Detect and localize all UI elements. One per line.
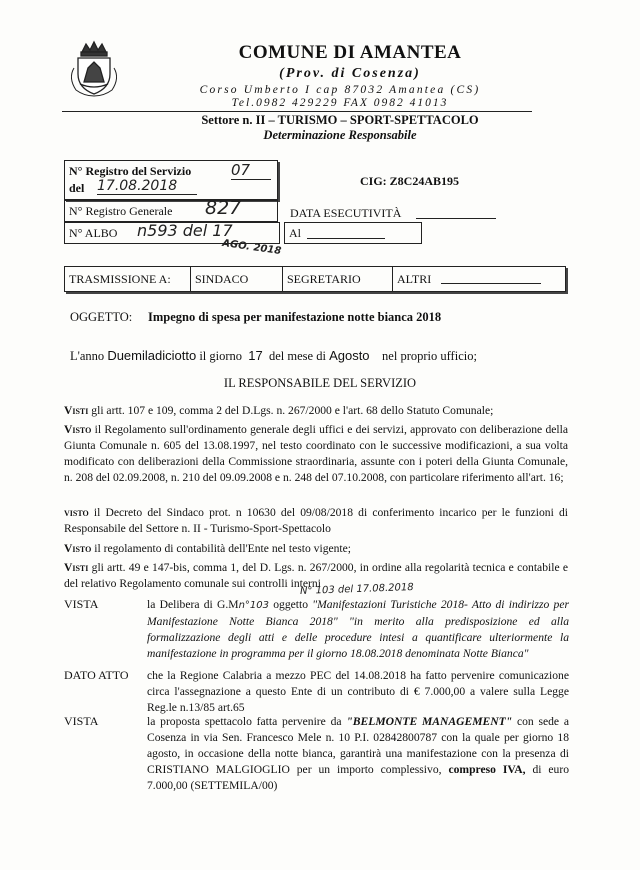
service-registry-label: N° Registro del Servizio	[69, 164, 192, 178]
vista-label: VISTA	[64, 714, 99, 728]
cig-code: CIG: Z8C24AB195	[360, 174, 460, 188]
intro-month: Agosto	[329, 348, 370, 363]
keyword-visto: Visto	[64, 542, 92, 555]
keyword-visti: Visti	[64, 404, 89, 417]
general-registry-label: N° Registro Generale	[69, 204, 173, 218]
intro-part2: il giorno	[199, 349, 243, 363]
albo-label: N° ALBO	[69, 226, 118, 240]
province-line: (Prov. di Cosenza)	[279, 66, 421, 81]
subject-label: OGGETTO:	[70, 310, 133, 324]
paragraph-visto-contabilita	[64, 541, 568, 557]
company-name: "BELMONTE MANAGEMENT"	[346, 715, 513, 728]
transmission-altri-label: ALTRI	[397, 272, 432, 286]
transmission-label: TRASMISSIONE A:	[65, 267, 191, 291]
paragraph-text: la proposta spettacolo fatta pervenire da	[147, 715, 342, 728]
altri-line	[441, 283, 541, 284]
al-label: Al	[289, 226, 301, 240]
paragraph-visti-1	[64, 403, 568, 419]
municipality-title: COMUNE DI AMANTEA	[238, 42, 462, 63]
keyword-visti: Visti	[64, 561, 89, 574]
service-registry-box	[64, 160, 278, 200]
transmission-segretario: SEGRETARIO	[283, 267, 393, 291]
paragraph-text: gli artt. 49 e 147-bis, comma 1, del D. Lgs. n. 267/2000, in ordine alla regolarità tecnica e contabile e del relativo Regolamento comunale sui controlli interni	[64, 561, 568, 590]
dato-atto-label: DATO ATTO	[64, 668, 129, 682]
al-box	[284, 222, 422, 244]
handwritten-note: N° 103 del 17.08.2018	[299, 582, 414, 597]
municipal-crest-icon	[64, 38, 124, 98]
general-registry-value: 827	[205, 197, 242, 219]
paragraph-dato-atto: che la Regione Calabria a mezzo PEC del 14.08.2018 ha fatto pervenire comunicazione circa l'assegnazione a questo Ente di un contributo di € 7.000,00 a valere sulla Legge Reg.le n.13/85 art.65	[147, 669, 569, 714]
phone-line: Tel.0982 429229 FAX 0982 41013	[231, 97, 449, 109]
date-label: del	[69, 181, 85, 195]
date-value: 17.08.2018	[97, 178, 197, 195]
keyword-visto: visto	[64, 506, 89, 519]
subject-text: Impegno di spesa per manifestazione notte bianca 2018	[148, 310, 442, 324]
transmission-sindaco: SINDACO	[191, 267, 283, 291]
albo-extra: AGO. 2018	[221, 237, 282, 258]
transmission-altri	[393, 267, 565, 291]
intro-part4: nel proprio ufficio;	[382, 349, 477, 363]
executivity-line	[416, 218, 496, 219]
intro-year: Duemiladiciotto	[107, 348, 197, 363]
document-type: Determinazione Responsabile	[263, 128, 417, 142]
paragraph-text: la Delibera di G.M	[147, 598, 239, 611]
paragraph-vista-delibera	[147, 597, 569, 662]
service-registry-value: 07	[231, 161, 271, 180]
intro-part3: del mese di	[269, 349, 326, 363]
paragraph-visto-regolamento	[64, 422, 568, 486]
paragraph-bold-text: compreso IVA,	[448, 763, 526, 776]
paragraph-vista-proposta	[147, 714, 569, 794]
responsible-heading: IL RESPONSABILE DEL SERVIZIO	[223, 376, 417, 390]
paragraph-text: il regolamento di contabilità dell'Ente nel testo vigente;	[94, 542, 352, 555]
paragraph-text: di euro 7.000,00 (SETTEMILA/00)	[147, 763, 569, 792]
general-registry-box	[64, 197, 278, 222]
intro-line	[70, 348, 477, 364]
intro-part1: L'anno	[70, 349, 105, 363]
keyword-visto: Visto	[64, 423, 92, 436]
header-divider	[62, 111, 532, 112]
paragraph-text: oggetto	[273, 598, 309, 611]
intro-day: 17	[248, 348, 263, 363]
sector-line: Settore n. II – TURISMO – SPORT-SPETTACOLO	[201, 113, 479, 127]
paragraph-visto-decreto	[64, 505, 568, 537]
vista-label: VISTA	[64, 597, 99, 611]
albo-value: n593 del 17	[137, 221, 233, 240]
paragraph-text: il Decreto del Sindaco prot. n 10630 del 09/08/2018 di conferimento incarico per le funzioni di Responsabile del Settore n. II - Turismo-Sport-Spettacolo	[64, 506, 568, 535]
paragraph-text: con sede a Cosenza in via Sen. Francesco Mele n. 10 P.I. 02842800787 con la quale per giorno 18 agosto, in occasione della notte bianca, garantirà una manifestazione con la presenza di CRISTIANO MALGIOGLIO per un importo complessivo,	[147, 715, 570, 776]
transmission-row	[64, 266, 566, 292]
al-line	[307, 238, 385, 239]
handwritten-number: n°103	[238, 600, 269, 611]
paragraph-text: gli artt. 107 e 109, comma 2 del D.Lgs. n. 267/2000 e l'art. 68 dello Statuto Comunale;	[91, 404, 494, 417]
paragraph-text: il Regolamento sull'ordinamento generale degli uffici e dei servizi, approvato con deliberazione della Giunta Comunale n. 605 del 13.08.1997, nel testo coordinato con le successive modificazioni, a sua volta modificato con deliberazioni della Commissione straordinaria, assunte con i poteri della Giunta Comunale, n. 208 del 02.09.2008, n. 210 del 09.09.2008 e n. 248 del 07.10.2008, con particolare riferimento all'art. 16;	[64, 423, 568, 484]
address-line: Corso Umberto I cap 87032 Amantea (CS)	[199, 84, 481, 96]
executivity-label: DATA ESECUTIVITÀ	[290, 206, 402, 220]
paragraph-italic-text: "Manifestazioni Turistiche 2018- Atto di indirizzo per Manifestazione Notte Bianca 2018" "in merito alla predisposizione ed alla formalizzazione degli atti e delle procedure intesi a quantificare ulteriormente la manifestazione in programma per il giorno 18.08.2018 denominata Notte Bianca"	[147, 598, 569, 660]
